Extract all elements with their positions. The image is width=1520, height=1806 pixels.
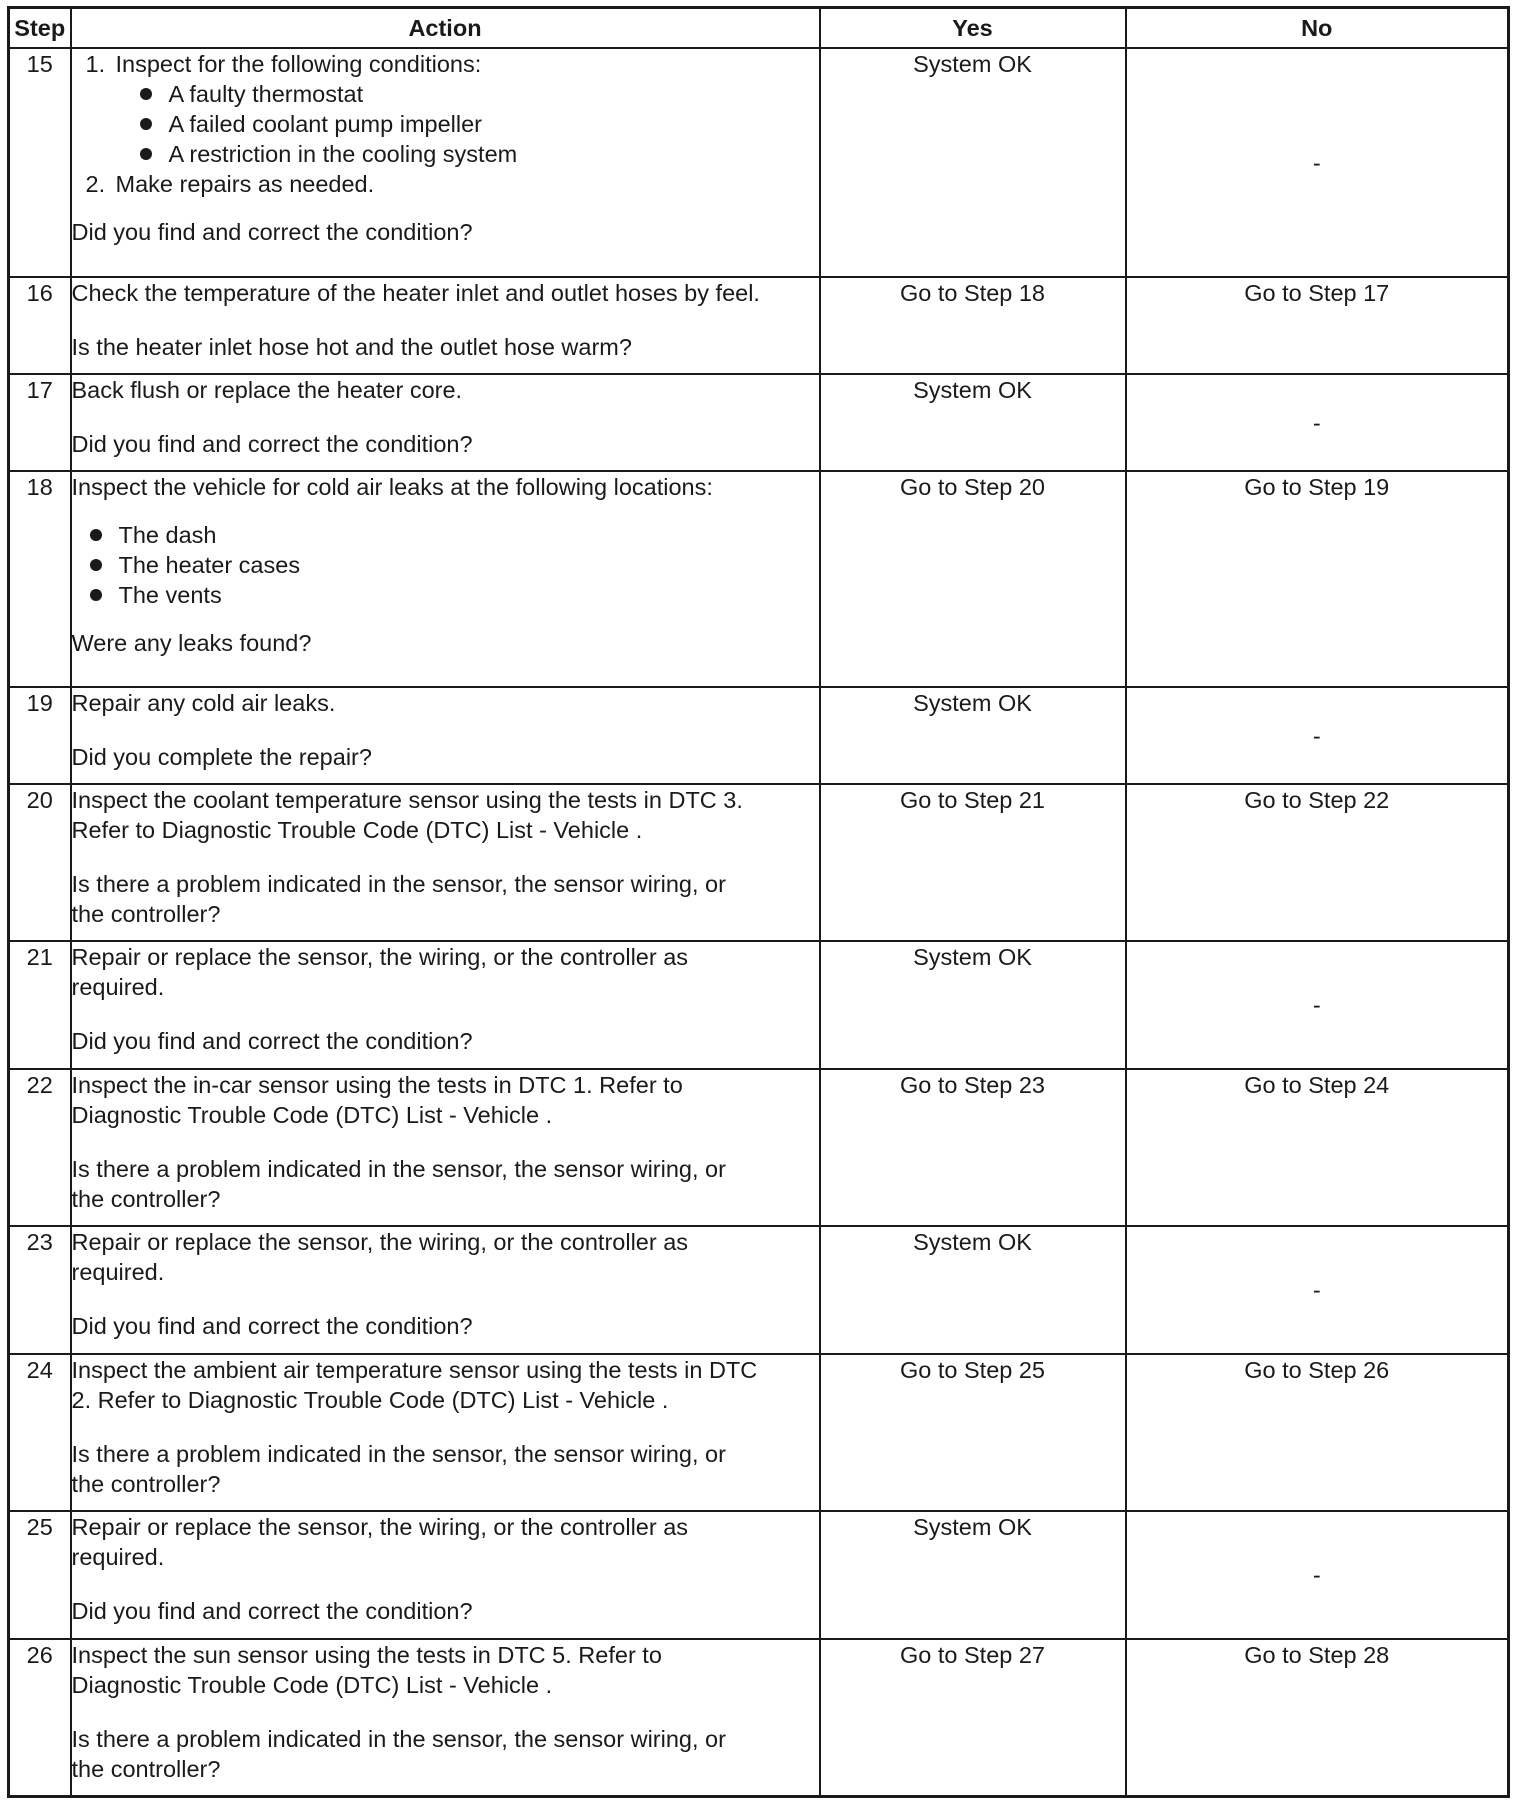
header-no: No <box>1126 8 1509 49</box>
step-number: 18 <box>9 471 71 687</box>
yes-result: Go to Step 18 <box>820 277 1126 374</box>
table-row <box>9 48 1509 277</box>
action-question: the controller? <box>71 1471 221 1497</box>
no-result: Go to Step 22 <box>1126 784 1509 941</box>
action-cell <box>71 1511 820 1639</box>
table-row <box>9 687 1509 784</box>
action-instruction: Repair or replace the sensor, the wiring, or the controller as <box>71 944 689 970</box>
action-instruction: Inspect the sun sensor using the tests in DTC 5. Refer to <box>71 1642 662 1668</box>
step-number: 19 <box>9 687 71 784</box>
list-item: The vents <box>72 580 819 610</box>
action-instruction: Repair or replace the sensor, the wiring, or the controller as <box>71 1514 689 1540</box>
step-number: 16 <box>9 277 71 374</box>
action-cell <box>71 1354 820 1511</box>
action-question: Is there a problem indicated in the sensor, the sensor wiring, or <box>71 871 726 897</box>
action-question: Did you find and correct the condition? <box>71 1313 473 1339</box>
bullet-icon <box>140 118 152 130</box>
no-result: - <box>1126 687 1509 784</box>
action-cell <box>71 1639 820 1796</box>
action-instruction: required. <box>71 974 165 1000</box>
bullet-icon <box>90 589 102 601</box>
step-number: 26 <box>9 1639 71 1796</box>
table-row <box>9 471 1509 687</box>
action-question: Is there a problem indicated in the sensor, the sensor wiring, or <box>71 1156 726 1182</box>
table-header-row <box>9 8 1509 49</box>
action-cell <box>71 1226 820 1354</box>
action-cell <box>71 48 820 277</box>
yes-result: System OK <box>820 374 1126 471</box>
bullet-icon <box>140 88 152 100</box>
yes-result: System OK <box>820 687 1126 784</box>
yes-result: System OK <box>820 48 1126 277</box>
step-number: 17 <box>9 374 71 471</box>
no-result: - <box>1126 1226 1509 1354</box>
action-question: Did you find and correct the condition? <box>71 1598 473 1624</box>
action-question: the controller? <box>71 901 221 927</box>
step-number: 23 <box>9 1226 71 1354</box>
action-instruction: required. <box>71 1544 165 1570</box>
action-cell <box>71 687 820 784</box>
action-cell <box>71 471 820 687</box>
action-instruction: required. <box>71 1259 165 1285</box>
bullet-icon <box>90 559 102 571</box>
list-item: The heater cases <box>72 550 819 580</box>
list-item: The dash <box>72 520 819 550</box>
numbered-item: 1. Inspect for the following conditions: <box>85 51 482 77</box>
no-result: - <box>1126 941 1509 1069</box>
action-instruction: Diagnostic Trouble Code (DTC) List - Vehicle . <box>71 1672 553 1698</box>
action-cell <box>71 277 820 374</box>
action-instruction: Inspect the vehicle for cold air leaks at the following locations: <box>71 474 713 500</box>
table-row <box>9 1511 1509 1639</box>
table-row <box>9 277 1509 374</box>
yes-result: System OK <box>820 1226 1126 1354</box>
step-number: 20 <box>9 784 71 941</box>
yes-result: System OK <box>820 1511 1126 1639</box>
action-instruction: Check the temperature of the heater inlet and outlet hoses by feel. <box>71 280 760 306</box>
list-item: A faulty thermostat <box>72 79 819 109</box>
table-row <box>9 1639 1509 1796</box>
action-question: Did you find and correct the condition? <box>71 219 473 245</box>
action-question: Did you complete the repair? <box>71 744 372 770</box>
header-yes: Yes <box>820 8 1126 49</box>
action-instruction: Back flush or replace the heater core. <box>71 377 463 403</box>
table-row <box>9 1069 1509 1226</box>
no-result: Go to Step 26 <box>1126 1354 1509 1511</box>
table-row <box>9 374 1509 471</box>
action-instruction: Diagnostic Trouble Code (DTC) List - Vehicle . <box>71 1102 553 1128</box>
action-instruction: Inspect the ambient air temperature sensor using the tests in DTC <box>71 1357 758 1383</box>
action-question: the controller? <box>71 1186 221 1212</box>
bullet-list <box>72 520 819 610</box>
no-result: Go to Step 24 <box>1126 1069 1509 1226</box>
bullet-icon <box>140 148 152 160</box>
list-item: A failed coolant pump impeller <box>72 109 819 139</box>
yes-result: System OK <box>820 941 1126 1069</box>
step-number: 22 <box>9 1069 71 1226</box>
yes-result: Go to Step 27 <box>820 1639 1126 1796</box>
action-instruction: Repair or replace the sensor, the wiring, or the controller as <box>71 1229 689 1255</box>
no-result: - <box>1126 374 1509 471</box>
action-cell <box>71 941 820 1069</box>
action-question: Did you find and correct the condition? <box>71 431 473 457</box>
action-instruction: Inspect the in-car sensor using the tests in DTC 1. Refer to <box>71 1072 683 1098</box>
action-instruction: Inspect the coolant temperature sensor using the tests in DTC 3. <box>71 787 743 813</box>
action-question: Did you find and correct the condition? <box>71 1028 473 1054</box>
list-item: A restriction in the cooling system <box>72 139 819 169</box>
no-result: - <box>1126 1511 1509 1639</box>
yes-result: Go to Step 21 <box>820 784 1126 941</box>
step-number: 21 <box>9 941 71 1069</box>
yes-result: Go to Step 20 <box>820 471 1126 687</box>
action-instruction: 2. Refer to Diagnostic Trouble Code (DTC) List - Vehicle . <box>71 1387 669 1413</box>
table-row <box>9 1354 1509 1511</box>
no-result: - <box>1126 48 1509 277</box>
table-row <box>9 1226 1509 1354</box>
header-step: Step <box>9 8 71 49</box>
step-number: 25 <box>9 1511 71 1639</box>
step-number: 15 <box>9 48 71 277</box>
bullet-list <box>72 79 819 169</box>
table-row <box>9 784 1509 941</box>
table-row <box>9 941 1509 1069</box>
action-cell <box>71 784 820 941</box>
header-action: Action <box>71 8 820 49</box>
diagnostic-page <box>7 6 1507 1800</box>
action-cell <box>71 374 820 471</box>
no-result: Go to Step 28 <box>1126 1639 1509 1796</box>
step-number: 24 <box>9 1354 71 1511</box>
numbered-item: 2. Make repairs as needed. <box>85 171 375 197</box>
yes-result: Go to Step 25 <box>820 1354 1126 1511</box>
no-result: Go to Step 19 <box>1126 471 1509 687</box>
action-question: the controller? <box>71 1756 221 1782</box>
action-instruction: Refer to Diagnostic Trouble Code (DTC) List - Vehicle . <box>71 817 643 843</box>
action-question: Is there a problem indicated in the sensor, the sensor wiring, or <box>71 1441 726 1467</box>
yes-result: Go to Step 23 <box>820 1069 1126 1226</box>
diagnostic-table <box>7 6 1510 1798</box>
action-question: Were any leaks found? <box>71 630 312 656</box>
action-cell <box>71 1069 820 1226</box>
action-question: Is there a problem indicated in the sensor, the sensor wiring, or <box>71 1726 726 1752</box>
no-result: Go to Step 17 <box>1126 277 1509 374</box>
bullet-icon <box>90 529 102 541</box>
action-question: Is the heater inlet hose hot and the outlet hose warm? <box>71 334 632 360</box>
action-instruction: Repair any cold air leaks. <box>71 690 336 716</box>
